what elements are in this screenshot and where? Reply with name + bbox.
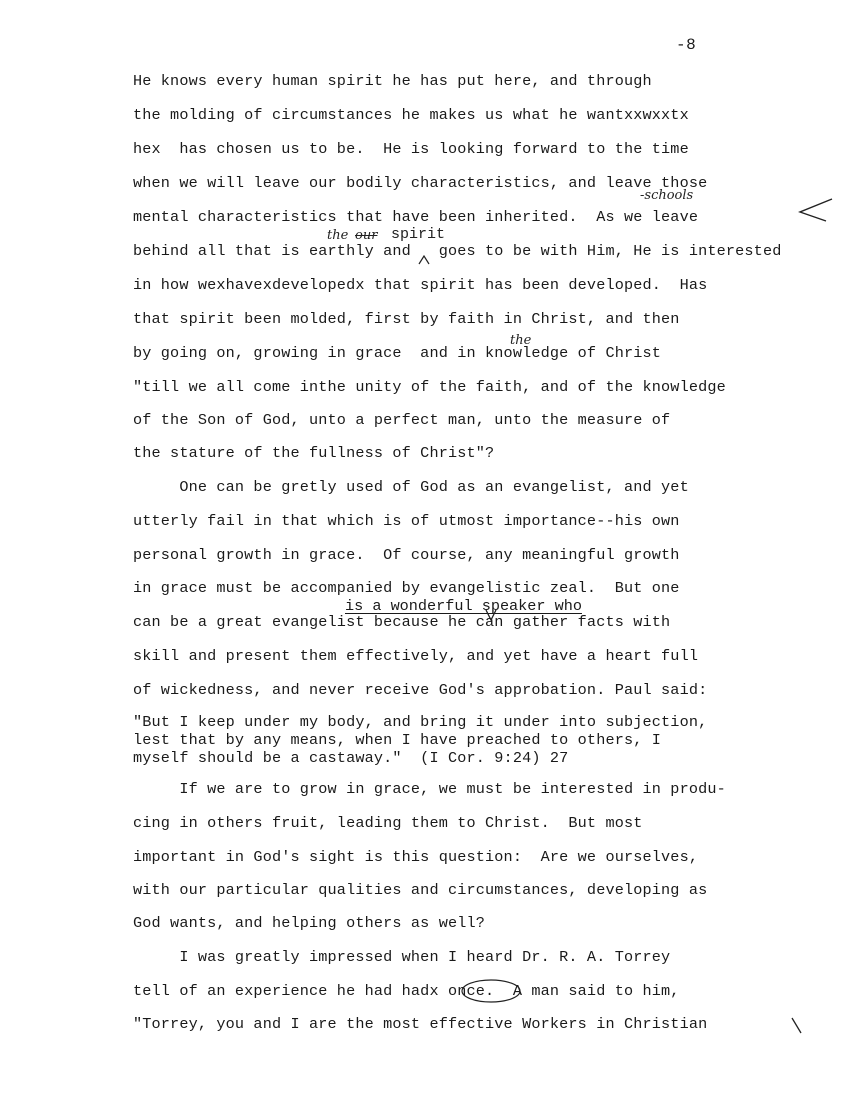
page-number: -8 <box>676 36 697 54</box>
caret-insert-icon <box>418 255 430 265</box>
text-line: in grace must be accompanied by evangelistic zeal. But one <box>133 579 680 597</box>
handwritten-annotation: the <box>510 333 532 348</box>
text-line: "till we all come inthe unity of the faith, and of the knowledge <box>133 378 726 396</box>
text-line: that spirit been molded, first by faith in Christ, and then <box>133 310 680 328</box>
text-line: utterly fail in that which is of utmost importance--his own <box>133 512 680 530</box>
text-line: the molding of circumstances he makes us what he wantxxwxxtx <box>133 106 689 124</box>
text-line: I was greatly impressed when I heard Dr. R. A. Torrey <box>133 948 671 966</box>
text-line: lest that by any means, when I have preached to others, I <box>133 731 662 749</box>
text-line: "But I keep under my body, and bring it under into subjection, <box>133 713 708 731</box>
text-line: behind all that is earthly and goes to be with Him, He is interested <box>133 242 782 260</box>
text-line: when we will leave our bodily characteristics, and leave those <box>133 174 708 192</box>
text-line: hex has chosen us to be. He is looking forward to the time <box>133 140 689 158</box>
text-line: God wants, and helping others as well? <box>133 914 486 932</box>
text-line: by going on, growing in grace and in knowledge of Christ <box>133 344 662 362</box>
handwritten-annotation: the <box>327 228 349 243</box>
text-line: of the Son of God, unto a perfect man, unto the measure of <box>133 411 671 429</box>
text-line: in how wexhavexdevelopedx that spirit has been developed. Has <box>133 276 708 294</box>
text-line: skill and present them effectively, and yet have a heart full <box>133 647 699 665</box>
circle-mark-icon <box>460 978 522 1004</box>
text-line: of wickedness, and never receive God's approbation. Paul said: <box>133 681 708 699</box>
text-line: can be a great evangelist because he can gather facts with <box>133 613 671 631</box>
text-line: If we are to grow in grace, we must be interested in produ- <box>133 780 726 798</box>
text-line: tell of an experience he had hadx once. A man said to him, <box>133 982 680 1000</box>
caret-insert-icon <box>484 608 498 622</box>
margin-tick-icon <box>790 1016 804 1036</box>
text-line: personal growth in grace. Of course, any meaningful growth <box>133 546 680 564</box>
handwritten-annotation: -schools <box>640 188 694 203</box>
text-line: the stature of the fullness of Christ"? <box>133 444 495 462</box>
inserted-line: is a wonderful speaker who <box>345 597 582 615</box>
text-line: One can be gretly used of God as an evangelist, and yet <box>133 478 689 496</box>
inserted-word: spirit <box>391 226 446 243</box>
text-line: with our particular qualities and circumstances, developing as <box>133 881 708 899</box>
text-line: He knows every human spirit he has put here, and through <box>133 72 652 90</box>
struck-annotation: our <box>355 228 378 243</box>
text-line: myself should be a castaway." (I Cor. 9:24) 27 <box>133 749 569 767</box>
text-line: "Torrey, you and I are the most effective Workers in Christian <box>133 1015 708 1033</box>
margin-check-icon <box>796 196 836 224</box>
text-line: mental characteristics that have been inherited. As we leave <box>133 208 699 226</box>
text-line: cing in others fruit, leading them to Christ. But most <box>133 814 643 832</box>
text-line: important in God's sight is this question: Are we ourselves, <box>133 848 699 866</box>
